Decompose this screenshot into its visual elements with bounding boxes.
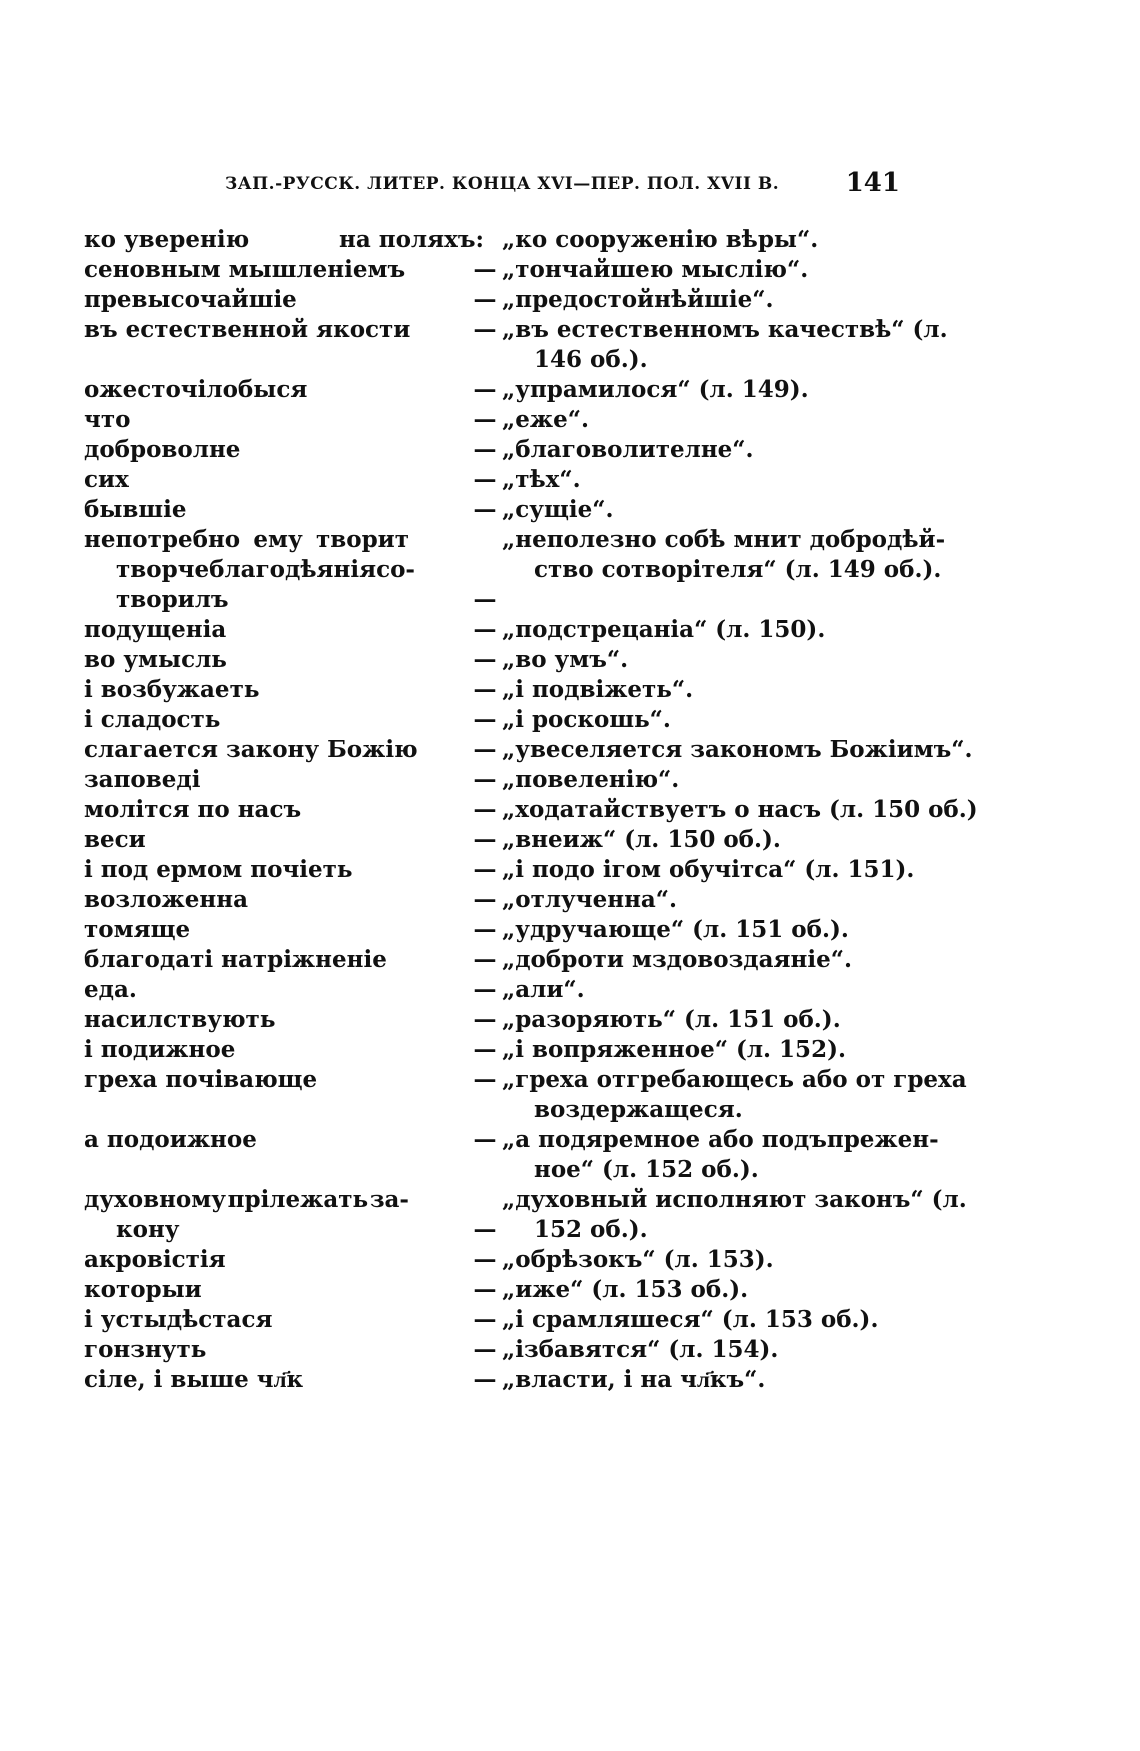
translation bbox=[502, 465, 902, 495]
original-term-line: творче благодѣянія со- bbox=[116, 556, 415, 583]
original-term-line: гонзнуть bbox=[84, 1336, 207, 1363]
dash-separator: — bbox=[473, 706, 497, 733]
dash-separator: — bbox=[473, 466, 497, 493]
original-term-line: творилъ bbox=[116, 586, 229, 613]
running-head: ЗАП.-РУССК. ЛИТЕР. КОНЦА XVI—ПЕР. ПОЛ. XVII В. bbox=[225, 174, 780, 194]
original-term-line: молітся по насъ bbox=[84, 796, 302, 823]
translation bbox=[502, 315, 948, 375]
dash-separator: — bbox=[473, 436, 497, 463]
dash-separator: — bbox=[473, 646, 497, 673]
translation bbox=[502, 705, 902, 735]
translation-line: „і срамляшеся“ (л. 153 об.). bbox=[502, 1306, 879, 1333]
translation-line: „въ естественномъ качествѣ“ (л. bbox=[502, 316, 948, 343]
dash-separator: — bbox=[473, 766, 497, 793]
original-term bbox=[84, 735, 418, 765]
translation bbox=[502, 1125, 939, 1185]
dash-separator: — bbox=[473, 826, 497, 853]
original-term-line: во умысль bbox=[84, 646, 227, 673]
dash-separator: — bbox=[473, 976, 497, 1003]
original-term bbox=[84, 1365, 409, 1395]
original-term-line: непотребно ему творит bbox=[84, 526, 409, 553]
original-term bbox=[84, 1245, 409, 1275]
original-term-line: заповеді bbox=[84, 766, 201, 793]
translation bbox=[502, 825, 902, 855]
translation-line: „обрѣзокъ“ (л. 153). bbox=[502, 1246, 774, 1273]
translation bbox=[502, 615, 902, 645]
translation bbox=[502, 1245, 902, 1275]
original-term-line: въ естественной якости bbox=[84, 316, 411, 343]
original-term-line: бывшіе bbox=[84, 496, 187, 523]
original-term bbox=[84, 1125, 409, 1155]
original-term bbox=[84, 1035, 409, 1065]
translation-line: „сущіе“. bbox=[502, 496, 614, 523]
original-term-line: греха почівающе bbox=[84, 1066, 318, 1093]
translation-line: „отлученна“. bbox=[502, 886, 678, 913]
original-term bbox=[84, 405, 409, 435]
original-term-line: сих bbox=[84, 466, 129, 493]
original-term bbox=[84, 465, 409, 495]
dash-separator: — bbox=[473, 1276, 497, 1303]
original-term-line: веси bbox=[84, 826, 146, 853]
original-term-line: доброволне bbox=[84, 436, 241, 463]
original-term bbox=[84, 1005, 409, 1035]
original-term-line: сіле, і выше чл҃к bbox=[84, 1366, 304, 1393]
original-term bbox=[84, 615, 409, 645]
original-term bbox=[84, 495, 409, 525]
translation-line: воздержащеся. bbox=[534, 1096, 743, 1123]
translation-line: „і роскошь“. bbox=[502, 706, 671, 733]
translation bbox=[502, 1185, 967, 1245]
dash-separator: — bbox=[473, 946, 497, 973]
translation-line: „греха отгребающесь або от греха bbox=[502, 1066, 967, 1093]
translation-line: „увеселяется закономъ Божіимъ“. bbox=[502, 736, 973, 763]
translation-line: 152 об.). bbox=[534, 1216, 648, 1243]
original-term bbox=[84, 765, 409, 795]
page-header bbox=[200, 168, 900, 208]
translation bbox=[502, 765, 902, 795]
original-term-line: і под ермом почіеть bbox=[84, 856, 353, 883]
dash-separator: — bbox=[473, 916, 497, 943]
dash-separator: — bbox=[473, 616, 497, 643]
dash-separator: — bbox=[473, 256, 497, 283]
translation-line: „ходатайствуетъ о насъ (л. 150 об.) bbox=[502, 796, 978, 823]
original-term-line: превысочайшіе bbox=[84, 286, 297, 313]
dash-separator: — bbox=[473, 676, 497, 703]
translation-line: ство сотворітеля“ (л. 149 об.). bbox=[534, 556, 942, 583]
translation-line: „али“. bbox=[502, 976, 585, 1003]
translation-line: „ко сооруженію вѣры“. bbox=[502, 226, 819, 253]
original-term-line: слагается закону Божію bbox=[84, 736, 418, 763]
original-term bbox=[84, 435, 409, 465]
translation-line: „і подвіжеть“. bbox=[502, 676, 694, 703]
translation bbox=[502, 645, 902, 675]
translation-line: „тончайшею мыслію“. bbox=[502, 256, 809, 283]
original-term bbox=[84, 1065, 409, 1095]
original-term bbox=[84, 945, 409, 975]
translation bbox=[502, 885, 902, 915]
translation bbox=[502, 1005, 902, 1035]
dash-separator: — bbox=[473, 316, 497, 343]
translation-line: „внеиж“ (л. 150 об.). bbox=[502, 826, 781, 853]
original-term bbox=[84, 285, 409, 315]
translation bbox=[502, 1365, 902, 1395]
translation-line: ное“ (л. 152 об.). bbox=[534, 1156, 759, 1183]
translation-line: „і вопряженное“ (л. 152). bbox=[502, 1036, 846, 1063]
translation bbox=[502, 675, 902, 705]
original-term bbox=[84, 1305, 409, 1335]
dash-separator: — bbox=[473, 856, 497, 883]
translation bbox=[502, 225, 902, 255]
dash-separator: — bbox=[473, 736, 497, 763]
translation bbox=[502, 795, 978, 825]
original-term bbox=[84, 375, 409, 405]
translation-line: „духовный исполняют законъ“ (л. bbox=[502, 1186, 967, 1213]
dash-separator: — bbox=[473, 1306, 497, 1333]
dash-separator: — bbox=[473, 1246, 497, 1273]
original-term bbox=[84, 885, 409, 915]
dash-separator: — bbox=[473, 286, 497, 313]
translation-line: „і подо ігом обучітса“ (л. 151). bbox=[502, 856, 915, 883]
translation-line: „ізбавятся“ (л. 154). bbox=[502, 1336, 779, 1363]
translation bbox=[502, 1065, 967, 1125]
original-term-line: духовному прілежать за- bbox=[84, 1186, 409, 1213]
translation-line: 146 об.). bbox=[534, 346, 648, 373]
translation bbox=[502, 915, 902, 945]
original-term-line: томяще bbox=[84, 916, 191, 943]
translation-line: „подстрецаніа“ (л. 150). bbox=[502, 616, 826, 643]
original-term-line: что bbox=[84, 406, 131, 433]
translation bbox=[502, 975, 902, 1005]
dash-separator: — bbox=[473, 1066, 497, 1093]
original-term-line: ко уверенію bbox=[84, 226, 250, 253]
original-term bbox=[84, 315, 409, 345]
dash-separator: — bbox=[473, 1216, 497, 1243]
original-term bbox=[84, 1185, 409, 1245]
original-term-line: которыи bbox=[84, 1276, 202, 1303]
page-number: 141 bbox=[845, 168, 900, 198]
original-term bbox=[84, 645, 409, 675]
dash-separator: — bbox=[473, 1006, 497, 1033]
translation-line: „иже“ (л. 153 об.). bbox=[502, 1276, 749, 1303]
translation bbox=[502, 1275, 902, 1305]
original-term-line: подущеніа bbox=[84, 616, 227, 643]
original-term-line: кону bbox=[116, 1216, 180, 1243]
translation bbox=[502, 735, 973, 765]
original-term bbox=[84, 705, 409, 735]
dash-separator: — bbox=[473, 1036, 497, 1063]
dash-separator: — bbox=[473, 406, 497, 433]
margin-note: на поляхъ: bbox=[339, 226, 484, 253]
translation bbox=[502, 495, 902, 525]
original-term-line: возложенна bbox=[84, 886, 248, 913]
original-term bbox=[84, 855, 409, 885]
translation-line: „благоволителне“. bbox=[502, 436, 754, 463]
original-term-line: еда. bbox=[84, 976, 137, 1003]
translation bbox=[502, 1335, 902, 1365]
original-term bbox=[84, 1275, 409, 1305]
dash-separator: — bbox=[473, 586, 497, 613]
dash-separator: — bbox=[473, 1336, 497, 1363]
dash-separator: — bbox=[473, 796, 497, 823]
translation bbox=[502, 1035, 902, 1065]
translation-line: „власти, і на чл҃къ“. bbox=[502, 1366, 766, 1393]
original-term-line: акровістія bbox=[84, 1246, 226, 1273]
original-term-line: і устыдѣстася bbox=[84, 1306, 273, 1333]
translation-line: „неполезно собѣ мнит добродѣй- bbox=[502, 526, 946, 553]
dash-separator: — bbox=[473, 496, 497, 523]
original-term bbox=[84, 825, 409, 855]
original-term bbox=[84, 255, 409, 285]
original-term bbox=[84, 975, 409, 1005]
original-term-line: насилствують bbox=[84, 1006, 276, 1033]
translation bbox=[502, 525, 946, 585]
translation-line: „разоряють“ (л. 151 об.). bbox=[502, 1006, 841, 1033]
translation bbox=[502, 1305, 902, 1335]
dash-separator: — bbox=[473, 376, 497, 403]
translation-line: „во умъ“. bbox=[502, 646, 629, 673]
translation bbox=[502, 285, 902, 315]
original-term-line: ожесточілобыся bbox=[84, 376, 308, 403]
dash-separator: — bbox=[473, 886, 497, 913]
translation-line: „а подяремное або подъпрежен- bbox=[502, 1126, 939, 1153]
original-term-line: сеновным мышленіемъ bbox=[84, 256, 406, 283]
dash-separator: — bbox=[473, 1126, 497, 1153]
translation bbox=[502, 435, 902, 465]
original-term bbox=[84, 915, 409, 945]
original-term-line: благодаті натріжненіе bbox=[84, 946, 387, 973]
translation-line: „упрамилося“ (л. 149). bbox=[502, 376, 809, 403]
translation bbox=[502, 405, 902, 435]
dash-separator: — bbox=[473, 1366, 497, 1393]
translation bbox=[502, 945, 902, 975]
original-term bbox=[84, 525, 415, 615]
translation-line: „доброти мздовоздаяніе“. bbox=[502, 946, 852, 973]
translation bbox=[502, 375, 902, 405]
original-term-line: і возбужаеть bbox=[84, 676, 260, 703]
translation-line: „повеленію“. bbox=[502, 766, 680, 793]
original-term bbox=[84, 675, 409, 705]
translation bbox=[502, 255, 902, 285]
translation-line: „тѣх“. bbox=[502, 466, 581, 493]
original-term-line: і сладость bbox=[84, 706, 221, 733]
original-term bbox=[84, 1335, 409, 1365]
original-term-line: а подоижное bbox=[84, 1126, 257, 1153]
translation-line: „предостойнѣйшіе“. bbox=[502, 286, 774, 313]
original-term-line: і подижное bbox=[84, 1036, 236, 1063]
original-term bbox=[84, 795, 409, 825]
translation-line: „еже“. bbox=[502, 406, 589, 433]
translation bbox=[502, 855, 915, 885]
translation-line: „удручающе“ (л. 151 об.). bbox=[502, 916, 849, 943]
